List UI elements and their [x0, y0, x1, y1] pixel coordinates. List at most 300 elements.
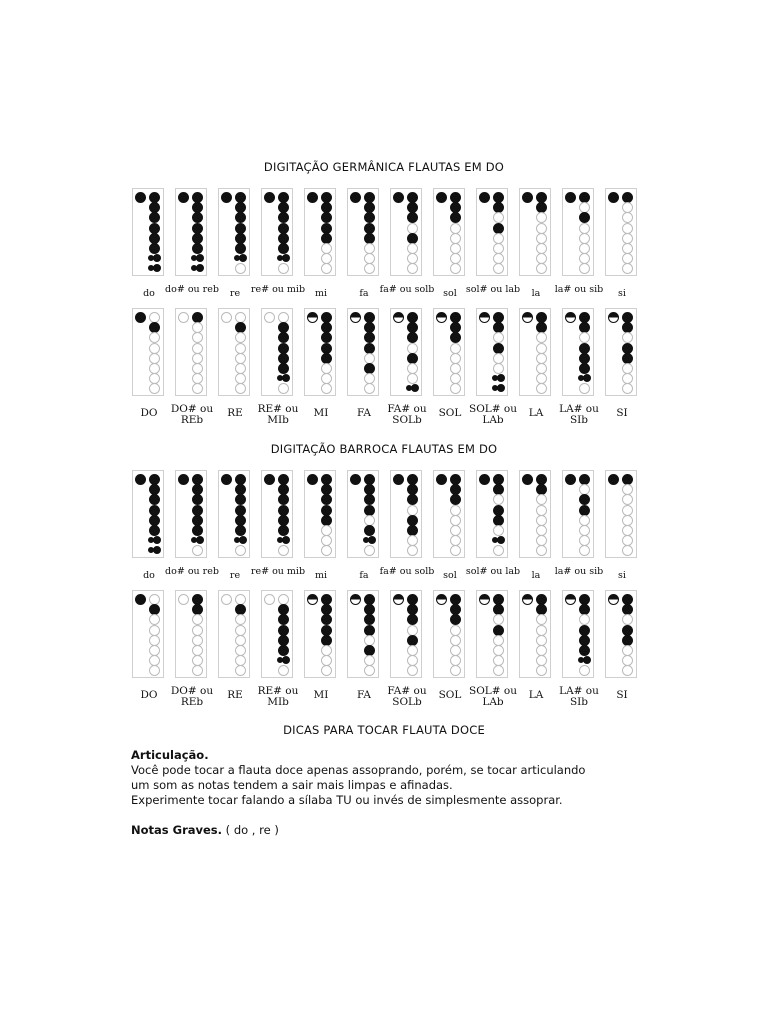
finger-hole — [192, 243, 203, 254]
fingering-diagram — [605, 590, 637, 678]
note-label: fa — [359, 570, 369, 581]
finger-hole — [192, 383, 203, 394]
finger-hole — [493, 625, 504, 636]
finger-hole — [622, 212, 633, 223]
thumb-hole — [436, 474, 447, 485]
double-hole-large — [497, 374, 505, 382]
finger-hole — [450, 494, 461, 505]
fingering-diagram — [175, 188, 207, 276]
articulation-heading: Articulação. — [131, 748, 209, 762]
note-label: do# ou reb — [165, 566, 219, 577]
thumb-hole — [350, 594, 361, 605]
fingering-diagram — [347, 308, 379, 396]
finger-hole — [278, 212, 289, 223]
finger-hole — [149, 625, 160, 636]
finger-hole — [622, 263, 633, 274]
fingering-chart-cell — [602, 308, 644, 458]
thumb-hole — [350, 312, 361, 323]
thumb-hole — [608, 474, 619, 485]
fingering-diagram — [132, 308, 164, 396]
tips-title: DICAS PARA TOCAR FLAUTA DOCE — [283, 723, 485, 737]
fingering-chart-cell — [258, 590, 300, 740]
fingering-diagram — [218, 188, 250, 276]
note-label: la# ou sib — [554, 566, 604, 577]
finger-hole — [364, 383, 375, 394]
fingering-diagram — [261, 470, 293, 558]
finger-hole — [407, 545, 418, 556]
note-label: DO — [140, 407, 158, 419]
finger-hole — [493, 212, 504, 223]
finger-hole — [493, 545, 504, 556]
finger-hole — [192, 665, 203, 676]
finger-hole — [278, 645, 289, 656]
thumb-hole — [221, 594, 232, 605]
double-hole-large — [153, 254, 161, 262]
finger-hole — [536, 505, 547, 516]
fingering-chart-cell — [172, 308, 214, 458]
finger-hole — [192, 545, 203, 556]
finger-hole — [364, 505, 375, 516]
note-label: mi — [314, 288, 328, 299]
thumb-hole — [436, 312, 447, 323]
thumb-hole — [522, 312, 533, 323]
thumb-hole — [221, 192, 232, 203]
thumb-hole — [264, 474, 275, 485]
finger-hole — [407, 665, 418, 676]
fingering-diagram — [304, 590, 336, 678]
fingering-diagram — [562, 470, 594, 558]
finger-hole — [364, 332, 375, 343]
double-hole-large — [196, 264, 204, 272]
finger-hole — [407, 614, 418, 625]
note-label: SOL — [438, 407, 462, 419]
note-label: LA# ou SIb — [559, 685, 599, 708]
thumb-hole — [479, 474, 490, 485]
thumb-hole — [565, 312, 576, 323]
double-hole-large — [368, 536, 376, 544]
note-label: SOL# ou LAb — [469, 685, 517, 708]
thumb-hole — [221, 312, 232, 323]
finger-hole — [450, 343, 461, 354]
low-notes-line — [131, 823, 651, 838]
finger-hole — [192, 505, 203, 516]
finger-hole — [622, 223, 633, 234]
double-hole-large — [282, 374, 290, 382]
fingering-diagram — [347, 188, 379, 276]
note-label: FA — [357, 407, 371, 419]
finger-hole — [364, 614, 375, 625]
finger-hole — [192, 212, 203, 223]
finger-hole — [493, 525, 504, 536]
fingering-diagram — [261, 188, 293, 276]
thumb-hole — [565, 192, 576, 203]
finger-hole — [450, 223, 461, 234]
fingering-chart-cell — [516, 308, 558, 458]
note-label: si — [618, 570, 626, 581]
finger-hole — [622, 494, 633, 505]
articulation-line-2: um som as notas tendem a sair mais limpas e afinadas. — [131, 778, 453, 792]
note-label: MI — [313, 407, 329, 419]
finger-hole — [493, 505, 504, 516]
finger-hole — [579, 223, 590, 234]
finger-hole — [278, 383, 289, 394]
finger-hole — [579, 332, 590, 343]
finger-hole — [407, 494, 418, 505]
finger-hole — [493, 263, 504, 274]
fingering-chart-cell — [430, 590, 472, 740]
finger-hole — [622, 505, 633, 516]
thumb-hole — [393, 594, 404, 605]
finger-hole — [536, 614, 547, 625]
fingering-chart-cell — [301, 308, 343, 458]
finger-hole — [278, 363, 289, 374]
finger-hole — [235, 545, 246, 556]
finger-hole — [364, 525, 375, 536]
finger-hole — [536, 383, 547, 394]
finger-hole — [278, 263, 289, 274]
fingering-diagram — [304, 470, 336, 558]
note-label: RE — [227, 689, 243, 701]
thumb-hole — [307, 594, 318, 605]
finger-hole — [579, 645, 590, 656]
thumb-hole — [436, 192, 447, 203]
finger-hole — [536, 332, 547, 343]
thumb-hole — [350, 192, 361, 203]
double-hole-large — [196, 254, 204, 262]
thumb-hole — [264, 312, 275, 323]
fingering-diagram — [261, 308, 293, 396]
fingering-diagram — [132, 470, 164, 558]
thumb-hole — [221, 474, 232, 485]
finger-hole — [407, 625, 418, 636]
double-hole-large — [497, 536, 505, 544]
finger-hole — [321, 505, 332, 516]
note-label: DO# ou REb — [170, 403, 214, 426]
finger-hole — [278, 505, 289, 516]
finger-hole — [149, 525, 160, 536]
double-hole-large — [583, 374, 591, 382]
finger-hole — [407, 332, 418, 343]
fingering-diagram — [605, 188, 637, 276]
finger-hole — [235, 223, 246, 234]
finger-hole — [579, 363, 590, 374]
finger-hole — [493, 223, 504, 234]
finger-hole — [622, 332, 633, 343]
note-label: fa# ou solb — [379, 566, 435, 577]
fingering-chart-cell — [215, 308, 257, 458]
finger-hole — [149, 505, 160, 516]
fingering-diagram — [519, 470, 551, 558]
thumb-hole — [393, 474, 404, 485]
finger-hole — [149, 243, 160, 254]
note-label: do — [143, 288, 155, 299]
double-hole-large — [282, 536, 290, 544]
fingering-diagram — [175, 590, 207, 678]
double-hole-large — [411, 384, 419, 392]
baroque-fingering-title: DIGITAÇÃO BARROCA FLAUTAS EM DO — [270, 442, 498, 456]
fingering-chart-cell — [301, 590, 343, 740]
finger-hole — [622, 665, 633, 676]
articulation-line-3: Experimente tocar falando a sílaba TU ou invés de simplesmente assoprar. — [131, 793, 563, 807]
finger-hole — [278, 343, 289, 354]
finger-hole — [235, 505, 246, 516]
finger-hole — [536, 343, 547, 354]
fingering-diagram — [304, 188, 336, 276]
fingering-chart-cell — [559, 590, 601, 740]
fingering-chart-cell — [469, 308, 517, 458]
note-label: SOL — [438, 689, 462, 701]
finger-hole — [192, 343, 203, 354]
fingering-diagram — [175, 470, 207, 558]
thumb-hole — [135, 192, 146, 203]
thumb-hole — [608, 594, 619, 605]
note-label: DO# ou REb — [170, 685, 214, 708]
double-hole-large — [282, 254, 290, 262]
thumb-hole — [178, 474, 189, 485]
double-hole-large — [153, 264, 161, 272]
note-label: re# ou mib — [250, 566, 306, 577]
fingering-diagram — [433, 470, 465, 558]
german-upper-octave-row — [129, 308, 641, 458]
fingering-diagram — [433, 590, 465, 678]
finger-hole — [450, 625, 461, 636]
fingering-diagram — [390, 470, 422, 558]
finger-hole — [235, 212, 246, 223]
double-hole-large — [497, 384, 505, 392]
note-label: RE# ou MIb — [257, 403, 299, 426]
thumb-hole — [264, 594, 275, 605]
thumb-hole — [522, 594, 533, 605]
fingering-chart-cell — [129, 590, 171, 740]
finger-hole — [536, 665, 547, 676]
fingering-chart-cell — [258, 308, 300, 458]
finger-hole — [579, 383, 590, 394]
finger-hole — [579, 545, 590, 556]
note-label: re# ou mib — [250, 284, 306, 295]
finger-hole — [407, 373, 418, 384]
finger-hole — [149, 332, 160, 343]
finger-hole — [622, 343, 633, 354]
fingering-diagram — [390, 188, 422, 276]
thumb-hole — [135, 312, 146, 323]
finger-hole — [321, 223, 332, 234]
note-label: do# ou reb — [165, 284, 219, 295]
finger-hole — [321, 494, 332, 505]
finger-hole — [493, 665, 504, 676]
note-label: sol — [443, 570, 457, 581]
thumb-hole — [479, 192, 490, 203]
finger-hole — [321, 545, 332, 556]
finger-hole — [235, 625, 246, 636]
thumb-hole — [178, 594, 189, 605]
finger-hole — [278, 665, 289, 676]
finger-hole — [278, 494, 289, 505]
fingering-chart-cell — [387, 590, 429, 740]
fingering-chart-cell — [516, 590, 558, 740]
fingering-chart-cell — [215, 590, 257, 740]
thumb-hole — [522, 192, 533, 203]
finger-hole — [192, 332, 203, 343]
finger-hole — [536, 625, 547, 636]
note-label: fa — [359, 288, 369, 299]
note-label: FA — [357, 689, 371, 701]
fingering-diagram — [519, 590, 551, 678]
thumb-hole — [307, 474, 318, 485]
finger-hole — [149, 212, 160, 223]
finger-hole — [622, 545, 633, 556]
fingering-diagram — [261, 590, 293, 678]
finger-hole — [364, 212, 375, 223]
finger-hole — [579, 343, 590, 354]
finger-hole — [579, 494, 590, 505]
finger-hole — [407, 263, 418, 274]
thumb-hole — [565, 474, 576, 485]
finger-hole — [278, 625, 289, 636]
fingering-diagram — [562, 590, 594, 678]
finger-hole — [450, 263, 461, 274]
thumb-hole — [522, 474, 533, 485]
fingering-chart-cell — [344, 308, 386, 458]
finger-hole — [536, 212, 547, 223]
finger-hole — [579, 263, 590, 274]
note-label: re — [229, 288, 241, 299]
thumb-hole — [608, 192, 619, 203]
note-label: SI — [616, 689, 628, 701]
double-hole-large — [153, 546, 161, 554]
thumb-hole — [479, 312, 490, 323]
fingering-chart-cell — [469, 590, 517, 740]
finger-hole — [278, 525, 289, 536]
finger-hole — [278, 545, 289, 556]
double-hole-large — [153, 536, 161, 544]
finger-hole — [493, 494, 504, 505]
finger-hole — [493, 614, 504, 625]
finger-hole — [407, 505, 418, 516]
note-label: re — [229, 570, 241, 581]
fingering-diagram — [218, 470, 250, 558]
fingering-diagram — [304, 308, 336, 396]
thumb-hole — [135, 474, 146, 485]
finger-hole — [235, 525, 246, 536]
finger-hole — [149, 383, 160, 394]
note-label: FA# ou SOLb — [387, 685, 427, 708]
low-notes-text: ( do , re ) — [225, 823, 279, 837]
finger-hole — [149, 223, 160, 234]
fingering-diagram — [347, 470, 379, 558]
finger-hole — [579, 212, 590, 223]
finger-hole — [235, 614, 246, 625]
thumb-hole — [307, 192, 318, 203]
finger-hole — [149, 665, 160, 676]
finger-hole — [235, 332, 246, 343]
baroque-upper-octave-row — [129, 590, 641, 740]
fingering-diagram — [562, 188, 594, 276]
finger-hole — [235, 263, 246, 274]
fingering-diagram — [132, 188, 164, 276]
fingering-diagram — [476, 308, 508, 396]
finger-hole — [622, 614, 633, 625]
finger-hole — [536, 223, 547, 234]
articulation-line-1: Você pode tocar a flauta doce apenas assoprando, porém, se tocar articulando — [131, 763, 586, 777]
thumb-hole — [393, 192, 404, 203]
thumb-hole — [264, 192, 275, 203]
low-notes-heading: Notas Graves. — [131, 823, 223, 837]
note-label: mi — [314, 570, 328, 581]
note-label: do — [143, 570, 155, 581]
finger-hole — [321, 212, 332, 223]
thumb-hole — [307, 312, 318, 323]
double-hole-large — [196, 536, 204, 544]
fingering-diagram — [433, 308, 465, 396]
finger-hole — [192, 614, 203, 625]
note-label: SI — [616, 407, 628, 419]
finger-hole — [493, 343, 504, 354]
double-hole-large — [239, 254, 247, 262]
finger-hole — [321, 665, 332, 676]
finger-hole — [321, 263, 332, 274]
finger-hole — [450, 332, 461, 343]
thumb-hole — [608, 312, 619, 323]
finger-hole — [579, 505, 590, 516]
finger-hole — [364, 494, 375, 505]
finger-hole — [364, 625, 375, 636]
fingering-diagram — [390, 308, 422, 396]
finger-hole — [536, 263, 547, 274]
finger-hole — [450, 614, 461, 625]
fingering-diagram — [433, 188, 465, 276]
finger-hole — [149, 614, 160, 625]
thumb-hole — [479, 594, 490, 605]
fingering-diagram — [218, 308, 250, 396]
finger-hole — [192, 494, 203, 505]
fingering-chart-cell — [172, 590, 214, 740]
finger-hole — [450, 212, 461, 223]
fingering-diagram — [519, 308, 551, 396]
finger-hole — [321, 343, 332, 354]
fingering-diagram — [476, 470, 508, 558]
finger-hole — [278, 614, 289, 625]
fingering-diagram — [605, 308, 637, 396]
fingering-chart-cell — [430, 308, 472, 458]
thumb-hole — [350, 474, 361, 485]
finger-hole — [493, 363, 504, 374]
fingering-diagram — [476, 188, 508, 276]
fingering-diagram — [519, 188, 551, 276]
fingering-chart-cell — [387, 308, 429, 458]
finger-hole — [407, 212, 418, 223]
note-label: sol# ou lab — [465, 566, 521, 577]
finger-hole — [579, 665, 590, 676]
note-label: sol# ou lab — [465, 284, 521, 295]
fingering-diagram — [218, 590, 250, 678]
double-hole-large — [239, 536, 247, 544]
thumb-hole — [393, 312, 404, 323]
note-label: LA# ou SIb — [559, 403, 599, 426]
german-fingering-title: DIGITAÇÃO GERMÂNICA FLAUTAS EM DO — [263, 160, 505, 174]
finger-hole — [278, 223, 289, 234]
tips-section — [131, 748, 651, 838]
finger-hole — [536, 494, 547, 505]
finger-hole — [278, 332, 289, 343]
finger-hole — [579, 625, 590, 636]
thumb-hole — [178, 192, 189, 203]
fingering-diagram — [132, 590, 164, 678]
finger-hole — [321, 614, 332, 625]
note-label: SOL# ou LAb — [469, 403, 517, 426]
note-label: LA — [528, 689, 544, 701]
note-label: LA — [528, 407, 544, 419]
fingering-diagram — [476, 590, 508, 678]
